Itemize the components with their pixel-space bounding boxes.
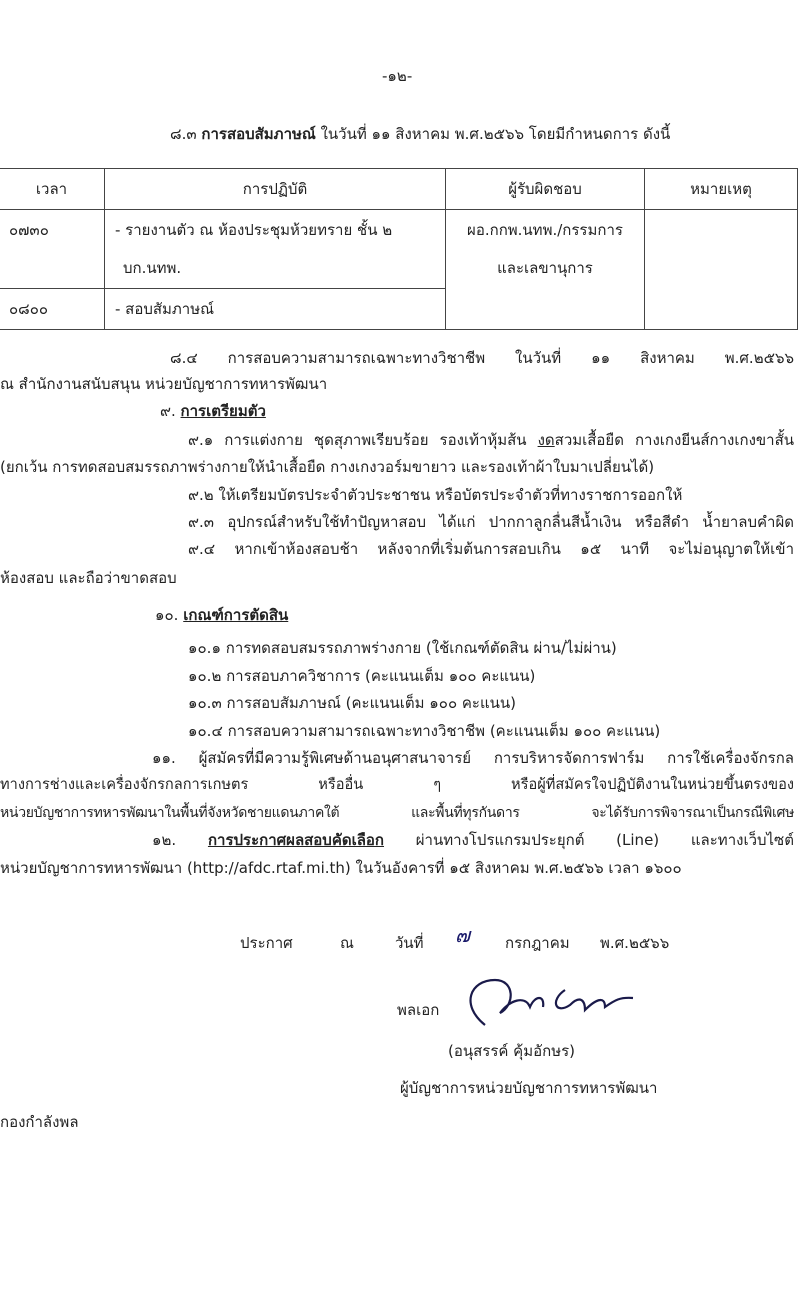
s11-line1: ๑๑. ผู้สมัครที่มีความรู้พิเศษด้านอนุศาสนาจารย์ การบริหารจัดการฟาร์ม การใช้เครื่องจักรกล — [152, 749, 794, 767]
handwritten-day: ๗ — [455, 923, 471, 947]
header-time: เวลา — [0, 169, 105, 210]
time-cell: ๐๘๐๐ — [0, 289, 105, 330]
underlined-text: งด — [537, 431, 555, 449]
s12-line1 — [152, 830, 794, 850]
interview-schedule-table — [0, 168, 798, 330]
action-line: บก.นทพ. — [123, 259, 182, 277]
s10-heading — [155, 605, 288, 625]
s10-1: ๑๐.๑ การทดสอบสมรรถภาพร่างกาย (ใช้เกณฑ์ตัดสิน ผ่าน/ไม่ผ่าน) — [188, 639, 617, 657]
s10-title: เกณฑ์การตัดสิน — [183, 606, 289, 624]
s8-4-line1: ๘.๔ การสอบความสามารถเฉพาะทางวิชาชีพ ในวันที่ ๑๑ สิงหาคม พ.ศ.๒๕๖๖ — [170, 349, 794, 367]
s11-line2: ทางการช่างและเครื่องจักรกลการเกษตร หรืออื่น ๆ หรือผู้ที่สมัครใจปฏิบัติงานในหน่วยขึ้นตรงของ — [0, 776, 794, 793]
s8-4-line2: ณ สำนักงานสนับสนุน หน่วยบัญชาการทหารพัฒนา — [0, 375, 328, 393]
announce-date-label: วันที่ — [395, 934, 424, 952]
s9-4-line2: ห้องสอบ และถือว่าขาดสอบ — [0, 569, 177, 587]
text: ๙.๑ การแต่งกาย ชุดสุภาพเรียบร้อย รองเท้าหุ้มส้น — [188, 431, 538, 449]
action-cell — [105, 210, 446, 289]
signer-name: (อนุสรรค์ คุ้มอักษร) — [448, 1042, 575, 1060]
page-number: -๑๒- — [382, 67, 413, 85]
s12-title: การประกาศผลสอบคัดเลือก — [207, 831, 385, 849]
table-row — [0, 210, 798, 289]
text: สวมเสื้อยืด กางเกงยีนส์กางเกงขาสั้น — [554, 431, 794, 449]
s9-2: ๙.๒ ให้เตรียมบัตรประจำตัวประชาชน หรือบัตรประจำตัวที่ทางราชการออกให้ — [188, 486, 683, 504]
section-num: ๘.๓ — [170, 125, 197, 143]
section-text: ในวันที่ ๑๑ สิงหาคม พ.ศ.๒๕๖๖ โดยมีกำหนดการ ดังนี้ — [320, 125, 671, 143]
signature-icon — [455, 965, 640, 1035]
s10-4: ๑๐.๔ การสอบความสามารถเฉพาะทางวิชาชีพ (คะแนนเต็ม ๑๐๐ คะแนน) — [188, 722, 661, 740]
action-line: - รายงานตัว ณ ห้องประชุมห้วยทราย ชั้น ๒ — [115, 221, 393, 239]
section-8-3-heading — [170, 124, 670, 144]
s12-line2: หน่วยบัญชาการทหารพัฒนา (http://afdc.rtaf.mi.th) ในวันอังคารที่ ๑๕ สิงหาคม พ.ศ.๒๕๖๖ เวลา ๑๖๐๐ — [0, 859, 682, 877]
text: ผ่านทางโปรแกรมประยุกต์ (Line) และทางเว็บไซต์ — [384, 831, 794, 849]
s9-num: ๙. — [160, 402, 176, 420]
s10-num: ๑๐. — [155, 606, 179, 624]
s9-1-line2: (ยกเว้น การทดสอบสมรรถภาพร่างกายให้นำเสื้อยืด กางเกงวอร์มขายาว และรองเท้าผ้าใบมาเปลี่ยนได้) — [0, 458, 655, 476]
signer-rank: พลเอก — [397, 1001, 440, 1019]
time-cell: ๐๗๓๐ — [0, 210, 105, 289]
s11-line3: หน่วยบัญชาการทหารพัฒนาในพื้นที่จังหวัดชายแดนภาคใต้ และพื้นที่ทุรกันดาร จะได้รับการพิจารณาเป็นกรณีพิเศษ — [0, 805, 794, 821]
note-cell — [645, 210, 798, 330]
header-note: หมายเหตุ — [645, 169, 798, 210]
s10-3: ๑๐.๓ การสอบสัมภาษณ์ (คะแนนเต็ม ๑๐๐ คะแนน) — [188, 694, 517, 712]
header-responsible: ผู้รับผิดชอบ — [446, 169, 645, 210]
footer-department: กองกำลังพล — [0, 1113, 79, 1131]
s12-num: ๑๒. — [152, 831, 177, 849]
responsible-cell — [446, 210, 645, 330]
announce-at: ณ — [340, 934, 354, 952]
s9-title: การเตรียมตัว — [180, 402, 266, 420]
header-action: การปฏิบัติ — [105, 169, 446, 210]
section-title: การสอบสัมภาษณ์ — [201, 125, 316, 143]
s9-3: ๙.๓ อุปกรณ์สำหรับใช้ทำปัญหาสอบ ได้แก่ ปากกาลูกลื่นสีน้ำเงิน หรือสีดำ น้ำยาลบคำผิด — [188, 513, 794, 531]
announce-year: พ.ศ.๒๕๖๖ — [600, 934, 670, 952]
s9-4-line1: ๙.๔ หากเข้าห้องสอบช้า หลังจากที่เริ่มต้นการสอบเกิน ๑๕ นาที จะไม่อนุญาตให้เข้า — [188, 540, 794, 558]
responsible-line: และเลขานุการ — [497, 259, 593, 277]
table-header-row — [0, 169, 798, 210]
announce-word: ประกาศ — [240, 934, 293, 952]
signer-position: ผู้บัญชาการหน่วยบัญชาการทหารพัฒนา — [400, 1079, 658, 1097]
responsible-line: ผอ.กกพ.นทพ./กรรมการ — [467, 221, 623, 239]
s9-1-line1 — [188, 430, 794, 450]
announce-month: กรกฎาคม — [505, 934, 570, 952]
action-cell: - สอบสัมภาษณ์ — [105, 289, 446, 330]
s9-heading — [160, 401, 266, 421]
s10-2: ๑๐.๒ การสอบภาควิชาการ (คะแนนเต็ม ๑๐๐ คะแนน) — [188, 667, 536, 685]
